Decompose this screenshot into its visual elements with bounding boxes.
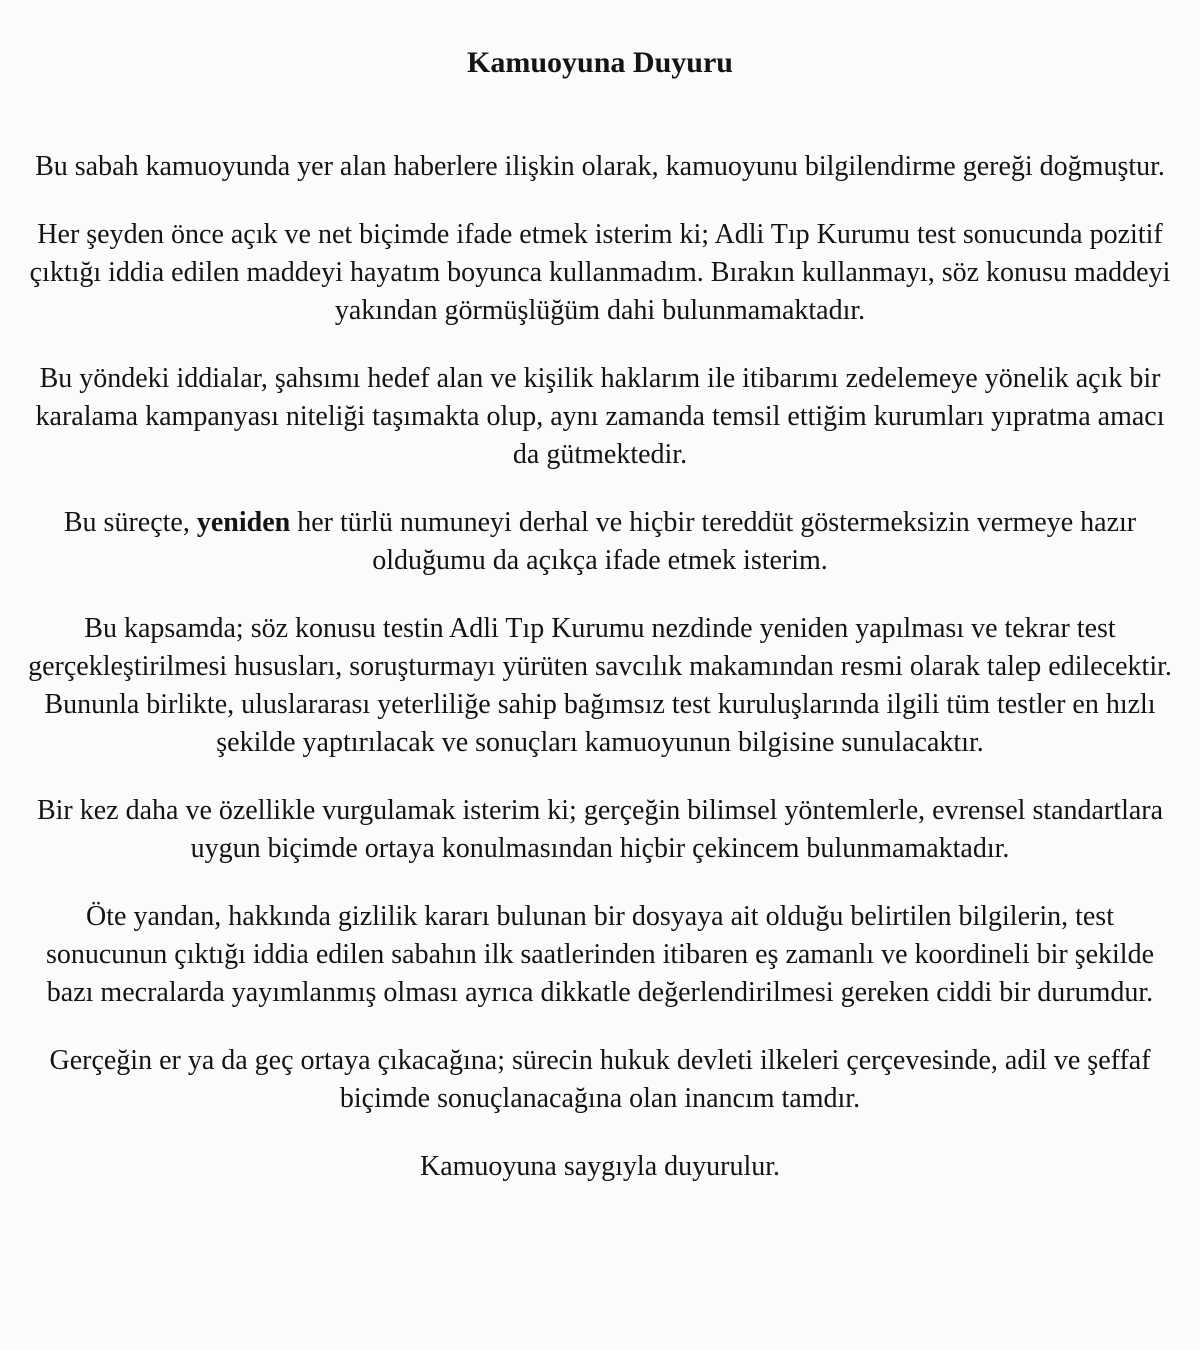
paragraph-sample-offer-bold: yeniden xyxy=(196,507,291,538)
paragraph-intro: Bu sabah kamuoyunda yer alan haberlere ilişkin olarak, kamuoyunu bilgilendirme gereği doğmuştur. xyxy=(35,151,1165,182)
paragraph-confidential-file: Öte yandan, hakkında gizlilik kararı bulunan bir dosyaya ait olduğu belirtilen bilgilerin, test sonucunun çıktığı iddia edilen sabahın ilk saatlerinden itibaren eş zamanlı ve koordineli bir şekilde bazı mecralarda yayımlanmış olması ayrıca dikkatle değerlendirilmesi gereken ciddi bir durumdur. xyxy=(45,901,1155,1008)
paragraph-scientific-methods: Bir kez daha ve özellikle vurgulamak isterim ki; gerçeğin bilimsel yöntemlerle, evrensel standartlara uygun biçimde ortaya konulmasından hiçbir çekincem bulunmamaktadır. xyxy=(36,795,1164,864)
paragraph-sample-offer xyxy=(26,504,1174,580)
paragraph-denial: Her şeyden önce açık ve net biçimde ifade etmek isterim ki; Adli Tıp Kurumu test sonucunda pozitif çıktığı iddia edilen maddeyi hayatım boyunca kullanmadım. Bırakın kullanmayı, söz konusu maddeyi yakından görmüşlüğüm dahi bulunmamaktadır. xyxy=(29,219,1171,326)
paragraph-sample-offer-post: her türlü numuneyi derhal ve hiçbir tereddüt göstermeksizin vermeye hazır olduğumu da açıkça ifade etmek isterim. xyxy=(290,507,1137,576)
paragraph-sample-offer-pre: Bu süreçte, xyxy=(63,507,197,538)
paragraph-independent-tests: Bununla birlikte, uluslararası yeterliliğe sahip bağımsız test kuruluşlarında ilgili tüm testler en hızlı şekilde yaptırılacak ve sonuçları kamuoyunun bilgisine sunulacaktır. xyxy=(44,689,1156,758)
paragraph-smear-campaign: Bu yöndeki iddialar, şahsımı hedef alan ve kişilik haklarım ile itibarımı zedelemeye yönelik açık bir karalama kampanyası niteliği taşımakta olup, aynı zamanda temsil ettiğim kurumları yıpratma amacı da gütmektedir. xyxy=(35,363,1165,470)
paragraph-truth-belief: Gerçeğin er ya da geç ortaya çıkacağına; sürecin hukuk devleti ilkeleri çerçevesinde, adil ve şeffaf biçimde sonuçlanacağına olan inancım tamdır. xyxy=(49,1045,1151,1114)
closing-statement: Kamuoyuna saygıyla duyurulur. xyxy=(419,1151,781,1182)
paragraph-retest-request: Bu kapsamda; söz konusu testin Adli Tıp Kurumu nezdinde yeniden yapılması ve tekrar test gerçekleştirilmesi hususları, soruşturmayı yürüten savcılık makamından resmi olarak talep edilecektir. xyxy=(28,613,1172,682)
document-title: Kamuoyuna Duyuru xyxy=(467,46,733,79)
